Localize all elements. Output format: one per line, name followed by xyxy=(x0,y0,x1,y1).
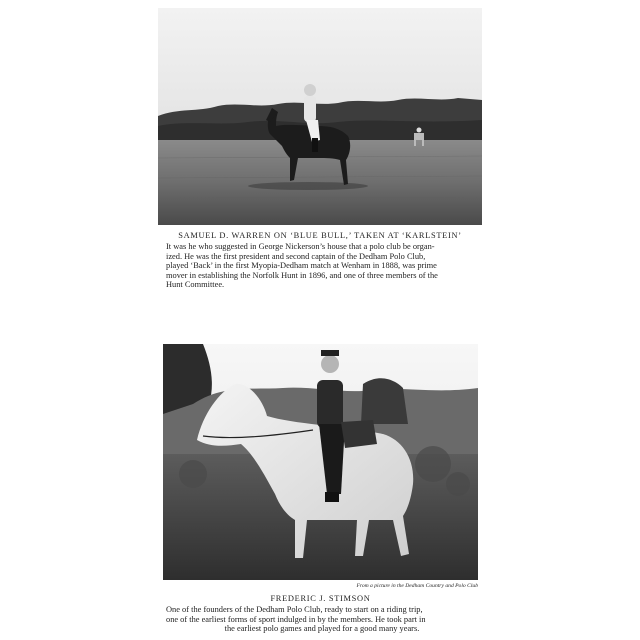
plate-2-caption-line: One of the founders of the Dedham Polo Club, ready to start on a riding trip, xyxy=(166,605,423,614)
photo-stimson-image xyxy=(163,344,478,580)
plate-2-caption-line: one of the earliest forms of sport indulged in by the members. He took part in xyxy=(166,614,426,624)
plate-1-caption-line: ized. He was the first president and second captain of the Dedham Polo Club, xyxy=(166,251,426,261)
plate-1-caption xyxy=(166,242,478,290)
photo-stimson-on-horse xyxy=(163,344,478,580)
plate-1-caption-line: It was he who suggested in George Nickerson’s house that a polo club be organ- xyxy=(166,242,435,251)
plate-2-title: FREDERIC J. STIMSON xyxy=(270,594,371,603)
plate-1-title: SAMUEL D. WARREN ON ‘BLUE BULL,’ TAKEN AT ‘KARLSTEIN’ xyxy=(178,231,462,240)
plate-2-caption-line: the earliest polo games and played for a good many years. xyxy=(224,624,420,634)
plate-1-caption-line: played ‘Back’ in the first Myopia-Dedham match at Wenham in 1888, was prime xyxy=(166,261,437,271)
plate-2-credit: From a picture in the Dedham Country and Polo Club xyxy=(356,583,478,589)
photo-warren-image xyxy=(158,8,482,225)
plate-1-caption-line: Hunt Committee. xyxy=(166,280,225,290)
photo-warren-on-horse xyxy=(158,8,482,225)
plate-1-caption-line: mover in establishing the Norfolk Hunt in 1896, and one of three members of the xyxy=(166,270,438,280)
plate-2-caption xyxy=(166,605,478,634)
